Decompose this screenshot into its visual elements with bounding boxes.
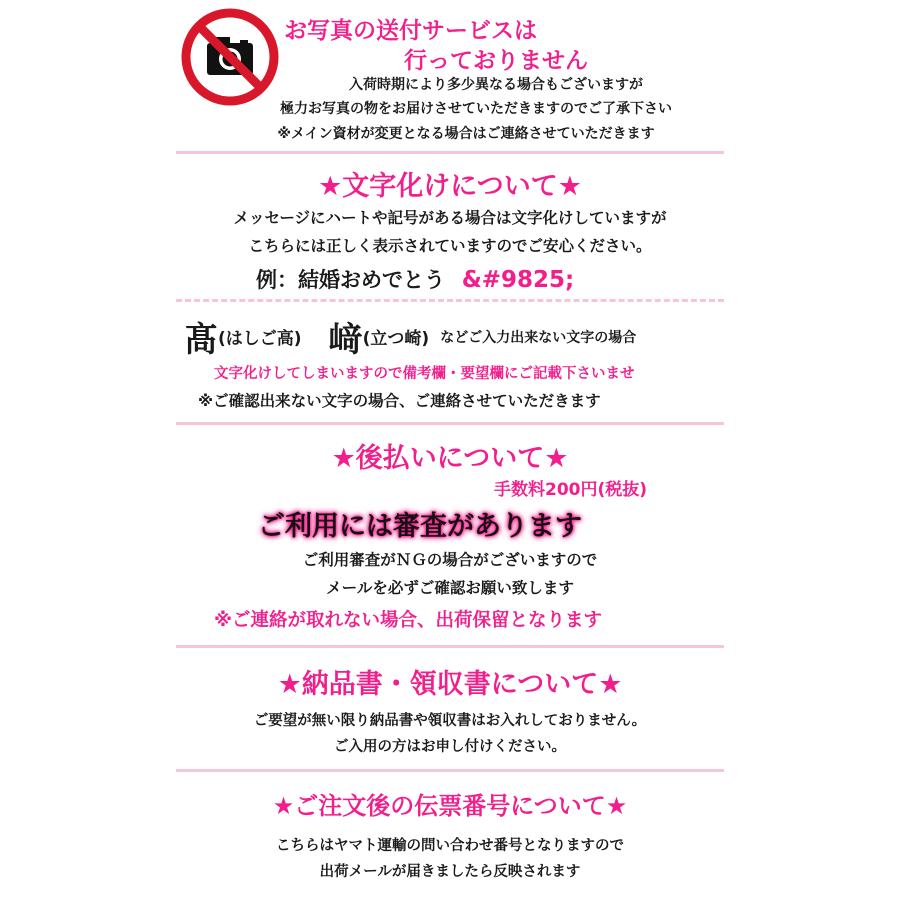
postpay-warning: ※ご連絡が取れない場合、出荷保留となります: [214, 610, 602, 631]
example-code: &#9825;: [461, 267, 575, 293]
mojibake-body-line2: こちらには正しく表示されていますのでご安心ください。: [248, 237, 652, 255]
photo-body-line1: 入荷時期により多少異なる場合もございますが: [349, 77, 643, 93]
mojibake-heading: ★文字化けについて★: [318, 171, 582, 202]
photo-body-line3: ※メイン資材が変更となる場合はご連絡させていただきます: [277, 126, 655, 142]
tracking-heading: ★ご注文後の伝票番号について★: [272, 792, 628, 820]
tracking-body-line1: こちらはヤマト運輸の問い合わせ番号となりますので: [276, 838, 624, 854]
postpay-body-line2: メールを必ずご確認お願い致します: [326, 579, 574, 597]
no-camera-icon: [180, 7, 280, 107]
receipt-heading: ★納品書・領収書について★: [277, 669, 623, 700]
section-divider-dashed: [176, 299, 724, 302]
kanji-example-1: 髙: [184, 320, 218, 360]
section-divider: [176, 151, 724, 154]
section-divider: [176, 645, 724, 648]
photo-body-line2: 極力お写真の物をお届けさせていただきますのでご了承下さい: [280, 101, 672, 117]
kanji-note-1: (はしご高): [218, 329, 302, 349]
receipt-body-line2: ご入用の方はお申し付けください。: [334, 739, 566, 755]
section-divider: [176, 769, 724, 772]
postpay-heading: ★後払いについて★: [331, 443, 569, 474]
mojibake-confirm-note: ※ご確認出来ない文字の場合、ご連絡させていただきます: [198, 392, 601, 410]
mojibake-body-line1: メッセージにハートや記号がある場合は文字化けしていますが: [233, 209, 667, 227]
postpay-fee: 手数料200円(税抜): [494, 480, 648, 500]
postpay-body-line1: ご利用審査がＮＧの場合がございますので: [302, 551, 598, 569]
mojibake-pink-note: 文字化けしてしまいますので備考欄・要望欄にご記載下さいませ: [214, 366, 635, 382]
receipt-body-line1: ご要望が無い限り納品書や領収書はお入れしておりません。: [253, 713, 647, 729]
photo-title-line1: お写真の送付サービスは: [284, 18, 537, 44]
kanji-note-2: (立つ崎): [362, 329, 430, 349]
photo-title-line2: 行っておりません: [404, 48, 588, 74]
kanji-example-2: 﨑: [328, 320, 363, 360]
kanji-row: [184, 312, 637, 360]
section-divider: [176, 422, 724, 425]
postpay-screening: ご利用には審査があります: [258, 511, 582, 542]
kanji-tail: などご入力出来ない文字の場合: [440, 329, 637, 346]
example-label: 例：結婚おめでとう: [256, 268, 445, 292]
tracking-body-line2: 出荷メールが届きましたら反映されます: [319, 864, 581, 880]
mojibake-example: [256, 264, 574, 294]
